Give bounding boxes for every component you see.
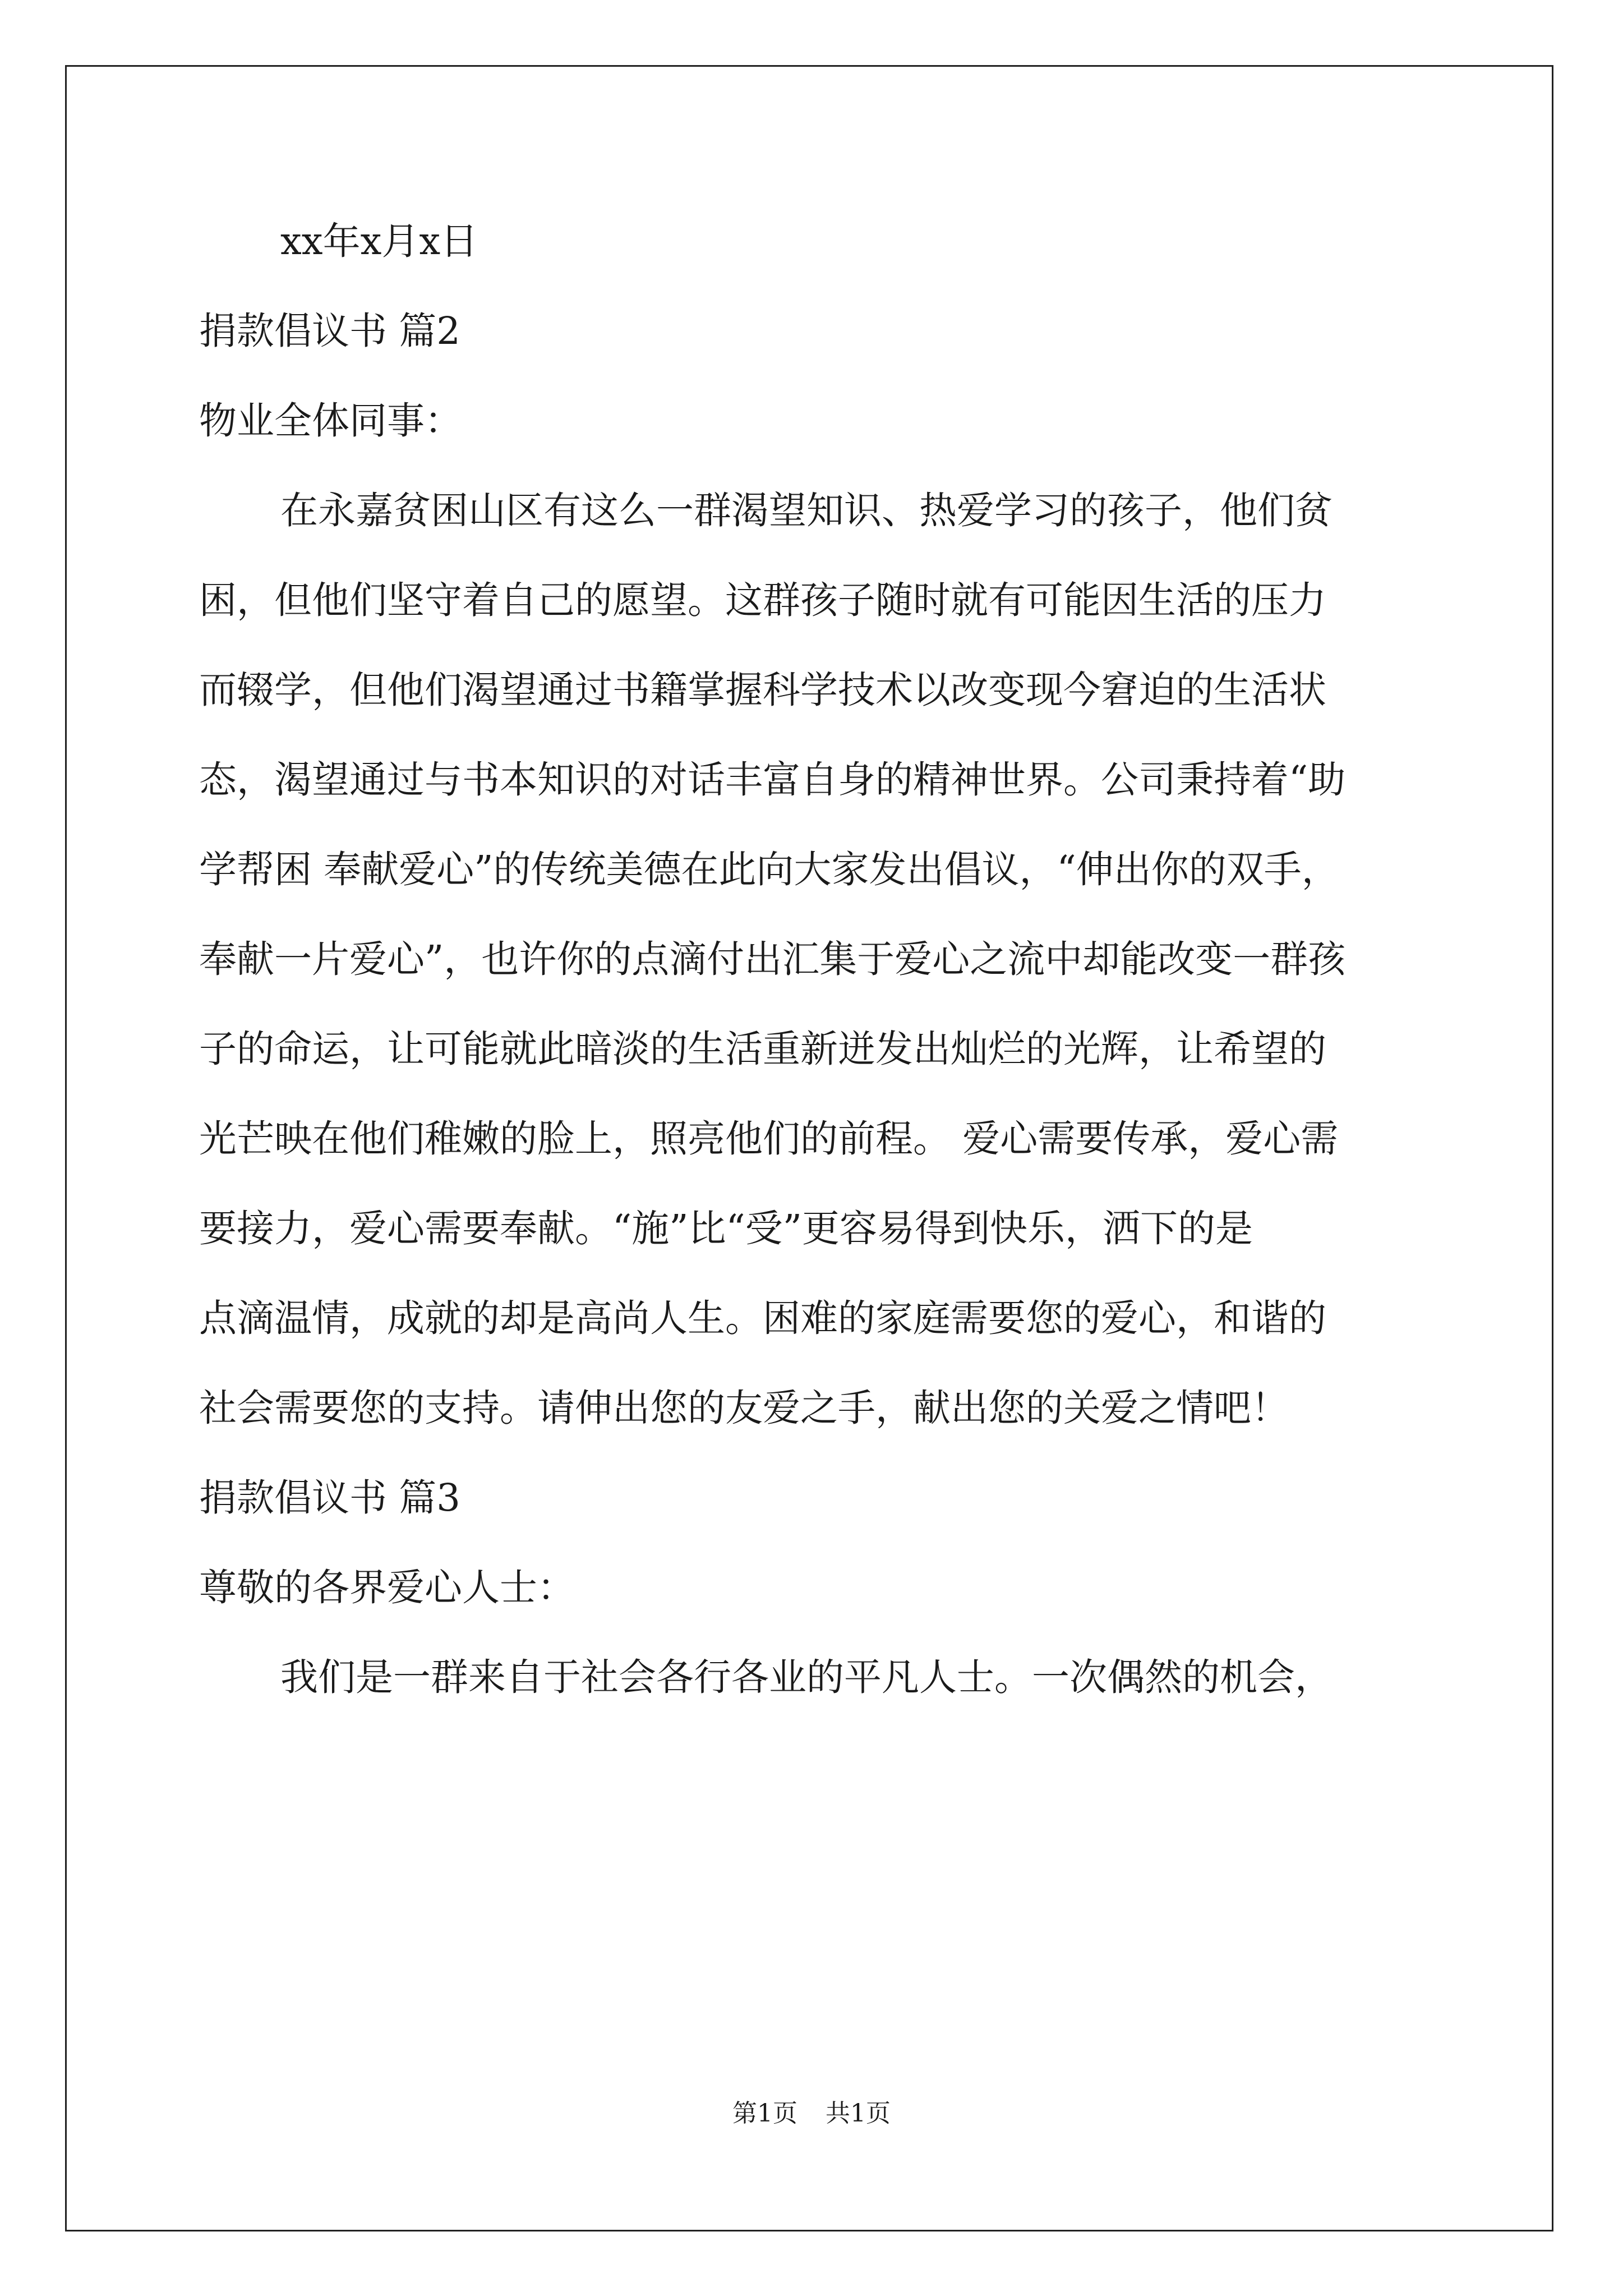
body-line: 社会需要您的支持。请伸出您的友爱之手，献出您的关爱之情吧！ bbox=[199, 1386, 1289, 1430]
page-footer bbox=[0, 2097, 1623, 2131]
body-line: 点滴温情，成就的却是高尚人生。困难的家庭需要您的爱心，和谐的 bbox=[199, 1296, 1326, 1340]
page-number: 第1页 bbox=[732, 2099, 797, 2128]
page-total: 共1页 bbox=[826, 2099, 891, 2128]
body-line: 奉献一片爱心”，也许你的点滴付出汇集于爱心之流中却能改变一群孩 bbox=[199, 937, 1346, 981]
salutation: 尊敬的各界爱心人士： bbox=[199, 1566, 575, 1609]
body-line: 要接力，爱心需要奉献。“施”比“受”更容易得到快乐，洒下的是 bbox=[199, 1207, 1253, 1250]
body-line: 困，但他们坚守着自己的愿望。这群孩子随时就有可能因生活的压力 bbox=[199, 578, 1326, 622]
salutation: 物业全体同事： bbox=[199, 399, 462, 443]
body-line: 学帮困 奉献爱心”的传统美德在此向大家发出倡议，“伸出你的双手， bbox=[199, 848, 1339, 891]
section-heading: 捐款倡议书 篇3 bbox=[199, 1476, 460, 1520]
body-line: 光芒映在他们稚嫩的脸上，照亮他们的前程。 爱心需要传承，爱心需 bbox=[199, 1117, 1339, 1161]
body-line: 在永嘉贫困山区有这么一群渴望知识、热爱学习的孩子，他们贫 bbox=[280, 489, 1332, 532]
section-heading: 捐款倡议书 篇2 bbox=[199, 309, 460, 353]
body-line: 态，渴望通过与书本知识的对话丰富自身的精神世界。公司秉持着“助 bbox=[199, 758, 1346, 802]
body-line: 我们是一群来自于社会各行各业的平凡人士。一次偶然的机会， bbox=[280, 1655, 1332, 1699]
date-line: xx年x月x日 bbox=[280, 219, 478, 263]
body-line: 子的命运，让可能就此暗淡的生活重新迸发出灿烂的光辉，让希望的 bbox=[199, 1027, 1326, 1071]
body-line: 而辍学，但他们渴望通过书籍掌握科学技术以改变现今窘迫的生活状 bbox=[199, 668, 1326, 712]
